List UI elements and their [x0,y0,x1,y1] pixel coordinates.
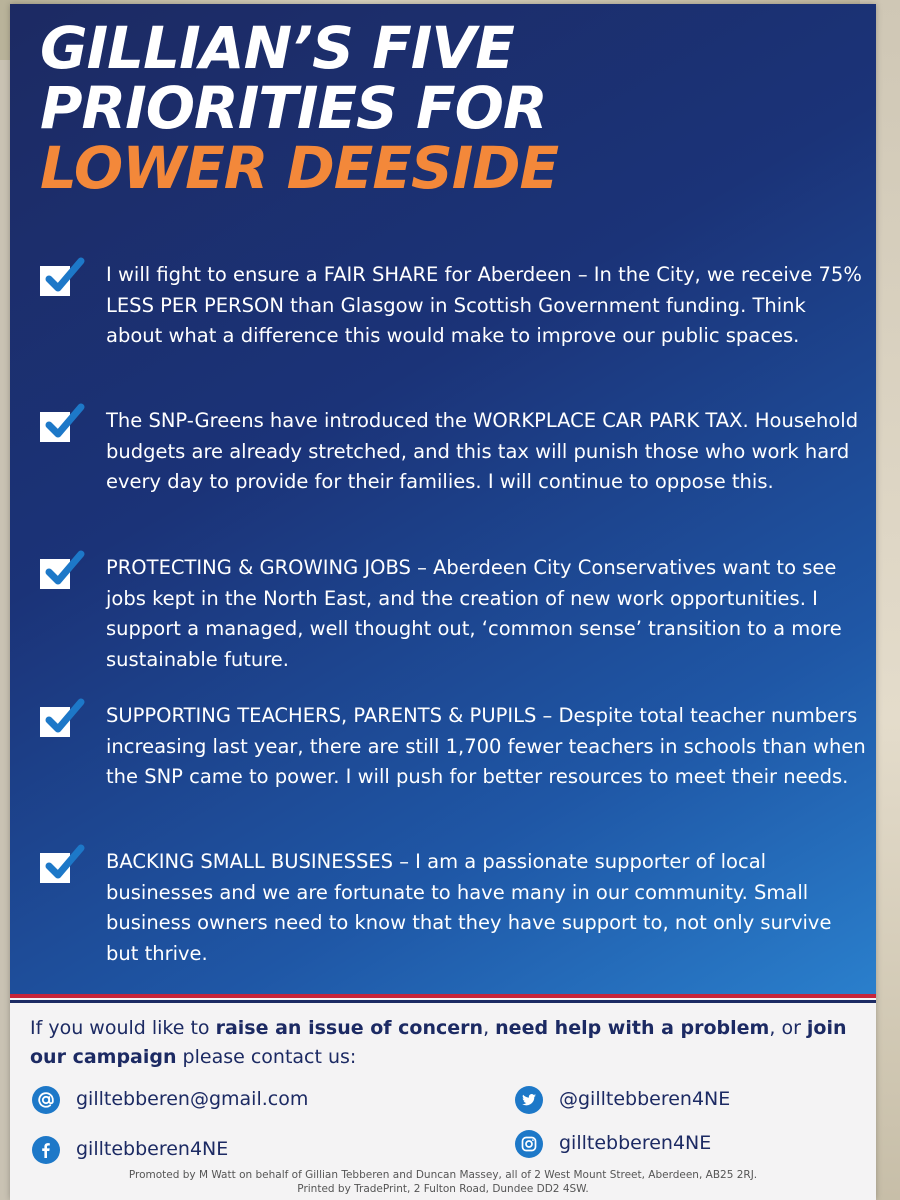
divider-red [10,994,876,998]
headline [40,14,860,202]
contact-need-help: need help with a problem [495,1017,770,1039]
priority-text: SUPPORTING TEACHERS, PARENTS & PUPILS – Despite total teacher numbers increasing last year, there are still 1,700 fewer teachers in schools than when the SNP came to power. I will push for better resources to meet their needs. [106,704,866,788]
checkbox-check-icon [40,707,70,737]
instagram-link[interactable]: gilltebberen4NE [559,1132,712,1154]
leaflet [10,4,876,1200]
checkbox-check-icon [40,266,70,296]
contact-sep-1: , [483,1017,496,1039]
facebook-icon [32,1136,60,1164]
priorities-panel [10,4,876,994]
contact-raise-issue: raise an issue of concern [215,1017,484,1039]
checkbox-check-icon [40,412,70,442]
contact-prompt [30,1014,860,1072]
checkbox-check-icon [40,853,70,883]
at-icon [32,1086,60,1114]
twitter-link[interactable]: @gilltebberen4NE [559,1088,731,1110]
imprint-printed: Printed by TradePrint, 2 Fulton Road, Dundee DD2 4SW. [297,1183,589,1195]
contact-sep-2: , or [769,1017,807,1039]
priority-text: BACKING SMALL BUSINESSES – I am a passionate supporter of local businesses and we are fortunate to have many in our community. Small business owners need to know that they have support to, not only survive but thrive. [106,850,832,965]
headline-line-3: LOWER DEESIDE [40,134,559,202]
facebook-link[interactable]: gilltebberen4NE [76,1138,229,1160]
email-link[interactable]: gilltebberen@gmail.com [76,1088,309,1110]
contact-intro: If you would like to [30,1017,216,1039]
headline-line-2: PRIORITIES FOR [40,74,547,142]
priority-text: I will fight to ensure a FAIR SHARE for Aberdeen – In the City, we receive 75% LESS PER PERSON than Glasgow in Scottish Government funding. Think about what a difference this would make to improve our public spaces. [106,263,862,347]
priority-text: The SNP-Greens have introduced the WORKPLACE CAR PARK TAX. Household budgets are already stretched, and this tax will punish those who work hard every day to provide for their families. I will continue to oppose this. [106,409,859,493]
divider-navy [10,1000,876,1003]
headline-line-1: GILLIAN’S FIVE [40,14,514,82]
contact-join-campaign: join our campaign [30,1017,847,1068]
imprint [10,1168,876,1196]
imprint-promoted: Promoted by M Watt on behalf of Gillian Tebberen and Duncan Massey, all of 2 West Mount Street, Aberdeen, AB25 2RJ. [128,1169,758,1181]
instagram-icon [515,1130,543,1158]
contact-outro: please contact us: [176,1046,357,1068]
twitter-icon [515,1086,543,1114]
priority-text: PROTECTING & GROWING JOBS – Aberdeen City Conservatives want to see jobs kept in the North East, and the creation of new work opportunities. I support a managed, well thought out, ‘common sense’ transition to a more sustainable future. [106,556,842,671]
checkbox-check-icon [40,559,70,589]
